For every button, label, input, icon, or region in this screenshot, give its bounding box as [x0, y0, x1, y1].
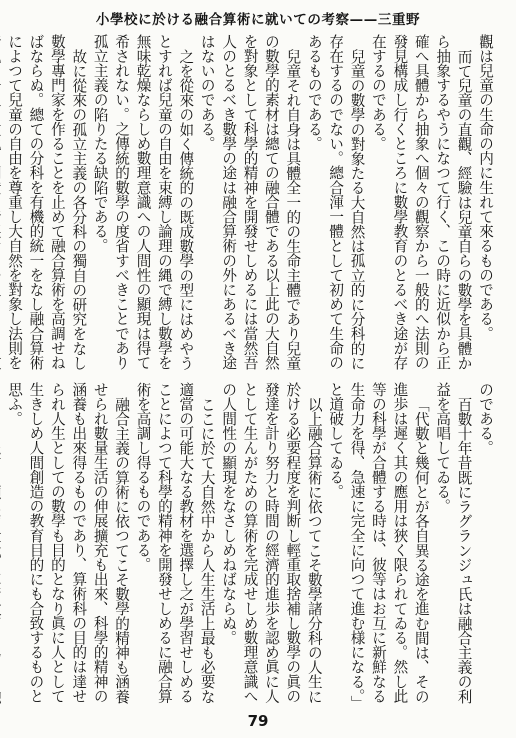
paragraph: ここに於て大自然中から人生生活上最も必要な適當の可能大なる教材を選擇し之が學習せしめることによつて科學的精神を開發せしめるに融合算術を高調し得るものである。	[134, 382, 216, 704]
paragraph: 兒童それ自身は具體全一的の生命主體であり兒童の數學的素材は總ての融合體である以上此の大自然を對象として科學的精神を開發せしめるには當然吾人のとるべき數學の途は融合算術の外にあるべき途はないのである。	[198, 34, 302, 370]
upper-text-block	[6, 34, 496, 372]
paragraph: 以上融合算術に依つてこそ數學諸分科の人生に於ける必要程度を判断し輕重取捨補し數學の眞の發達を計り努力と時間の經濟的進歩を認め眞に人として生んがための算術を完成せしめ數理意識への人間性の顯現をなさしめねばならぬ。	[220, 382, 323, 704]
paragraph: 融合主義の算術に依つてこそ數學的精神も涵養せられ數量生活の伸展擴充も出來、科學的精神の涵養も出來得るものであり、算術科の目的は達せられ人生としての數學も目的となり眞に人として生きしめ人間創造の教育目的にも合致するものと思ふ。	[6, 382, 131, 704]
page-number: 79	[247, 712, 269, 730]
quotation: 「代數と幾何とが各自異る途を進む間は、その進歩は遲く其の應用は狹く限られてゐる。然し此等の科學が合體する時は、彼等はお互に新鮮なる生命力を得、急速に完全に向つて進む様になる。」	[348, 382, 430, 711]
paragraph: のである。	[477, 382, 494, 455]
paragraph: 而て兒童の直觀、經驗は兒童自らの數學を具體から抽象するやうになつて行く、この時に近似から正確へ具體から抽象へ個々の觀察から一般的へ法則の發見構成し行くところに數學教育のとるべき途が存在するのである。	[369, 34, 473, 370]
running-header: 小學校に於ける融合算術に就いての考察——三重野	[95, 12, 421, 28]
paragraph: と道破してゐる。	[327, 382, 345, 499]
paragraph: 兒童の數學の對象たる大自然は孤立的に分科的に存在するのでない。總合渾一體として初めて生命のあるものである。	[305, 34, 366, 370]
paragraph: 百數十年昔既にラグランジュ氏は融合主義の利益を高唱してゐる。	[434, 382, 473, 704]
paragraph	[0, 382, 4, 708]
paragraph: 故に從來の孤立主義の各分科の獨自の研究をなし數學專門家を作ることを止めて融合算術を高調せねばならぬ。總ての分科を有機的統一をなし融合算術によつて兒童の自由を尊重し大自然を對象し法則を	[6, 34, 88, 370]
paragraph: 之を從來の如く傳統的の既成數學の型にはめやうとすれば兒童の自由を束縛し論理の縄で縛し數學を無味乾燥ならしめ數理意識への人間性の顯現は得て希されない。之傳統的數學の度省すべきことであり孤立主義の陷りたる缺陷である。	[91, 34, 195, 370]
paragraph: 觀は兒童の生命の内に生れて來るものである。	[477, 34, 494, 341]
lower-text-block	[6, 382, 496, 711]
